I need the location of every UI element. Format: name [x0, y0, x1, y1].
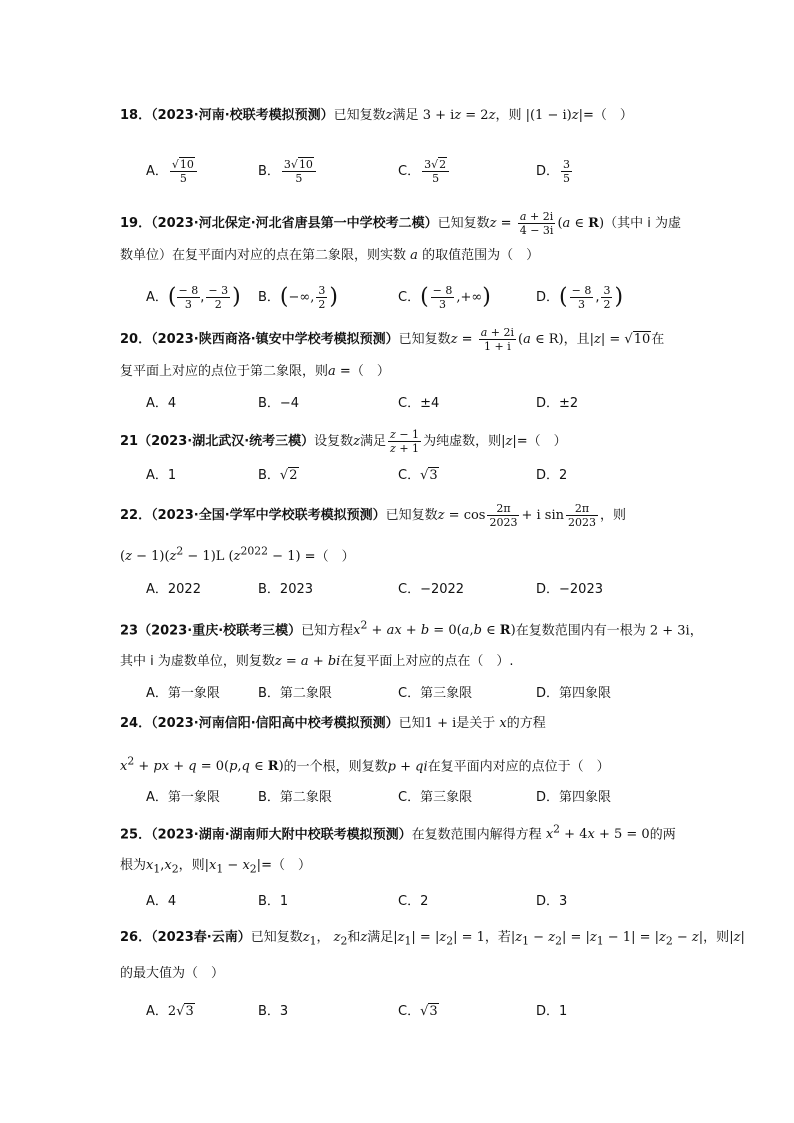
option-d: D．3 [536, 894, 568, 909]
math: $x^2 + 4x + 5 = 0$ [545, 823, 650, 843]
option-d: D．第四象限 [536, 790, 612, 805]
option-c: C．−2022 [398, 582, 465, 597]
option-c: C．第三象限 [398, 790, 473, 805]
question-24-line2: $x^2$ + px + q = 0(p,q ∈ R)的一个根，则复数p + qi在复平面内对应的点位于（ ） [120, 755, 610, 775]
question-22: 22．（2023·全国·学军中学校联考模拟预测）已知复数z = cos $\frac{2\pi}{2023}$ + i sin $\frac{2\pi}{2023}$ ，则 [120, 502, 627, 529]
math: 3 + iz = 2z [422, 108, 496, 123]
option-b: B．1 [258, 894, 289, 909]
question-20-line2: 复平面上对应的点位于第二象限，则a =（ ） [120, 364, 390, 379]
option-d: D．±2 [536, 396, 579, 411]
option-a: A．第一象限 [146, 686, 220, 701]
option-c: C． $\frac{3√2}{5}$ [398, 158, 451, 185]
math: a [410, 248, 418, 263]
option-c: C．2 [398, 894, 429, 909]
option-d: D．2 [536, 468, 568, 483]
question-23: 23（2023·重庆·校联考三模）已知方程$x^2$ + ax + b = 0(a,b ∈ R)在复数范围内有一根为 2 + 3i， [120, 619, 703, 639]
question-26-line2: 的最大值为（ ） [120, 966, 225, 981]
option-a: A．第一象限 [146, 790, 220, 805]
option-c: C．( $\frac{- 8}{3}$ ,+∞) [398, 284, 491, 311]
option-c: C．√3 [398, 1004, 438, 1019]
math: z = a + bi [274, 654, 341, 669]
option-a: A．4 [146, 894, 177, 909]
option-b: B． $\frac{3√10}{5}$ [258, 158, 318, 185]
option-a: A．2√3 [146, 1004, 194, 1019]
math: $|z_1| = |z_2| = 1$ [393, 930, 485, 948]
math: |(1 − i)z| [525, 108, 583, 123]
option-a: A．( $\frac{- 8}{3}$ , $\frac{- 3}{2}$ ) [146, 284, 241, 311]
math: $\frac{3√2}{5}$ [422, 158, 449, 185]
option-c: C．√3 [398, 468, 438, 483]
option-a: A．4 [146, 396, 177, 411]
math: $\frac{3}{5}$ [563, 158, 571, 185]
question-19: 19．（2023·河北保定·河北省唐县第一中学校考二模）已知复数z = $\frac{a + 2i}{4 - 3i}$ (a ∈ R)（其中 i 为虚 [120, 210, 681, 237]
question-number: 18． [120, 108, 152, 123]
option-d: D．1 [536, 1004, 568, 1019]
question-26: 26．（2023春·云南）已知复数$z_1$， $z_2$和z满足$|z_1| = |z_2| = 1$，若$|z_1 - z_2| = |z_1 - 1| = |z_2 - z|$，则|z| [120, 930, 745, 948]
question-22-line2: $(z - 1)(z^2 - 1)L$ $(z^{2022} - 1)$ =（ ） [120, 545, 355, 565]
option-c: C．第三象限 [398, 686, 473, 701]
question-source: （2023·河南·校联考模拟预测） [151, 108, 334, 123]
math: |z| = √10 [589, 332, 651, 347]
option-b: B．第二象限 [258, 686, 332, 701]
math: $x^2$ + ax + b = 0(a,b ∈ R) [353, 619, 516, 639]
question-20: 20．（2023·陕西商洛·镇安中学校考模拟预测）已知复数z = $\frac{a + 2i}{1 + i}$ (a ∈ R)，且|z| = √10在 [120, 326, 665, 353]
option-b: B．第二象限 [258, 790, 332, 805]
math: $x^2$ + px + q = 0(p,q ∈ R) [120, 755, 284, 775]
math: $\frac{z - 1}{z + 1}$ [390, 428, 420, 455]
question-25-line2: 根为$x_1,x_2$，则$|x_1 - x_2|=$（ ） [120, 858, 311, 876]
math: $\frac{2\pi}{2023}$ [489, 502, 518, 529]
option-a: A． $\frac{√10}{5}$ [146, 158, 199, 185]
option-d: D． $\frac{3}{5}$ [536, 158, 571, 185]
math: $(z - 1)(z^2 - 1)L$ $(z^{2022} - 1)$ [120, 545, 301, 565]
option-d: D．第四象限 [536, 686, 612, 701]
option-b: B．2023 [258, 582, 314, 597]
math: z [385, 108, 393, 123]
question-25: 25．（2023·湖南·湖南师大附中校联考模拟预测）在复数范围内解得方程 $x^2 + 4x + 5 = 0$的两 [120, 823, 676, 843]
question-23-line2: 其中 i 为虚数单位，则复数z = a + bi在复平面上对应的点在（ ）. [120, 654, 514, 669]
option-b: B．√2 [258, 468, 298, 483]
option-a: A．1 [146, 468, 177, 483]
question-18: 18．（2023·河南·校联考模拟预测）已知复数z满足 3 + iz = 2z，则 |(1 − i)z|=（ ） [120, 108, 633, 123]
math: z [489, 216, 497, 231]
math: $\frac{a + 2i}{1 + i}$ [480, 326, 514, 353]
math: (a ∈ R) [557, 216, 605, 231]
option-c: C．±4 [398, 396, 440, 411]
math: $\frac{a + 2i}{4 - 3i}$ [519, 210, 554, 237]
option-d: D．( $\frac{- 8}{3}$ , $\frac{3}{2}$ ) [536, 284, 624, 311]
math: $\frac{2\pi}{2023}$ [568, 502, 597, 529]
option-a: A．2022 [146, 582, 201, 597]
option-d: D．−2023 [536, 582, 603, 597]
question-21: 21（2023·湖北武汉·统考三模）设复数z满足 $\frac{z - 1}{z + 1}$ 为纯虚数，则|z|=（ ） [120, 428, 567, 455]
math: $|z_1 - z_2| = |z_1 - 1| = |z_2 - z|$ [510, 930, 704, 948]
math: $\frac{√10}{5}$ [170, 158, 197, 185]
option-b: B．−4 [258, 396, 300, 411]
option-b: B．3 [258, 1004, 289, 1019]
question-19-line2: 数单位）在复平面内对应的点在第二象限，则实数 a 的取值范围为（ ） [120, 248, 540, 263]
option-b: B．(−∞, $\frac{3}{2}$ ) [258, 284, 338, 311]
question-24: 24．（2023·河南信阳·信阳高中校考模拟预测）已知1 + i是关于 x的方程 [120, 716, 546, 731]
math: $\frac{3√10}{5}$ [282, 158, 316, 185]
